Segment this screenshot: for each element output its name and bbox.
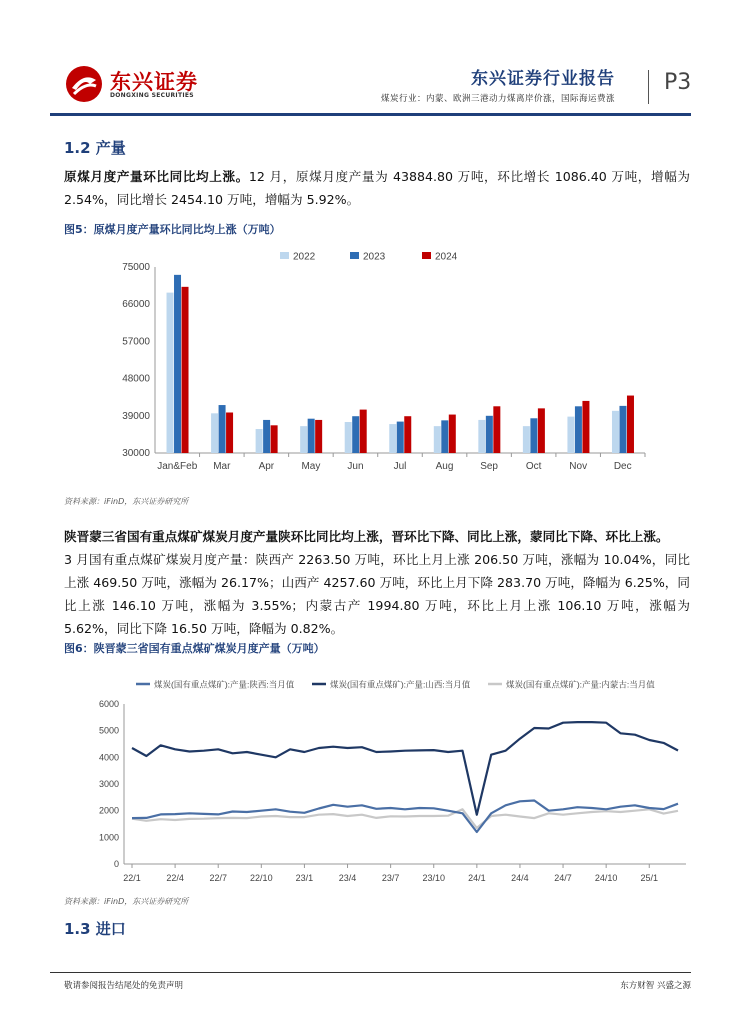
paragraph-lead: 陕晋蒙三省国有重点煤矿煤炭月度产量陕环比同比均上涨，晋环比下降、同比上涨，蒙同比下降、环比上涨。 xyxy=(64,529,669,544)
legend-swatch xyxy=(422,252,431,259)
bar xyxy=(493,406,500,453)
bar xyxy=(575,406,582,453)
legend-label: 煤炭(国有重点煤矿):产量:陕西:当月值 xyxy=(154,679,295,690)
x-tick-label: 23/7 xyxy=(381,873,400,883)
x-tick-label: 23/10 xyxy=(422,873,446,883)
report-subtitle: 煤炭行业：内蒙、欧洲三港动力煤离岸价涨，国际海运费涨 xyxy=(380,94,615,104)
y-tick-label: 48000 xyxy=(122,373,150,385)
y-tick-label: 57000 xyxy=(122,336,150,348)
bar xyxy=(271,425,278,453)
figure-source: 资料来源：iFinD，东兴证券研究所 xyxy=(64,497,189,506)
bar xyxy=(627,396,634,453)
legend-label: 煤炭(国有重点煤矿):产量:山西:当月值 xyxy=(330,679,471,690)
bar xyxy=(523,426,530,453)
y-tick-label: 0 xyxy=(113,859,119,869)
bar xyxy=(308,419,315,453)
x-tick-label: Nov xyxy=(569,461,588,472)
paragraph-lead: 原煤月度产量环比同比均上涨。 xyxy=(64,169,249,184)
x-tick-label: Oct xyxy=(525,461,542,472)
legend-label: 2024 xyxy=(435,251,458,263)
header-divider xyxy=(648,70,649,104)
x-tick-label: Jul xyxy=(393,461,407,472)
footer-slogan: 东方财智 兴盛之源 xyxy=(620,981,691,991)
bar xyxy=(226,412,233,453)
bar xyxy=(219,405,226,453)
bar xyxy=(345,422,352,453)
section-heading: 1.2 产量 xyxy=(64,139,126,157)
page-number: P3 xyxy=(664,70,692,95)
report-title: 东兴证券行业报告 xyxy=(471,69,615,89)
bar xyxy=(182,287,189,453)
x-tick-label: Aug xyxy=(435,461,454,472)
x-tick-label: 25/1 xyxy=(640,873,659,883)
x-tick-label: 22/7 xyxy=(209,873,227,883)
bar xyxy=(174,275,181,453)
x-tick-label: Dec xyxy=(613,461,632,472)
x-tick-label: 24/10 xyxy=(594,873,618,883)
bar xyxy=(211,413,218,453)
bar xyxy=(263,420,270,453)
y-tick-label: 5000 xyxy=(98,725,119,736)
logo-mark-icon xyxy=(64,64,104,104)
figure-caption: 图6：陕晋蒙三省国有重点煤矿煤炭月度产量（万吨） xyxy=(64,642,325,655)
bar xyxy=(167,293,174,453)
x-tick-label: Apr xyxy=(258,461,275,472)
x-tick-label: 24/7 xyxy=(554,873,572,883)
section-heading: 1.3 进口 xyxy=(64,920,126,938)
y-tick-label: 3000 xyxy=(98,779,119,789)
x-tick-label: Mar xyxy=(213,461,231,472)
company-logo xyxy=(64,64,234,104)
paragraph-body: 12 月，原煤月度产量为 43884.80 万吨，环比增长 1086.40 万吨，增幅为 2.54%，同比增长 2454.10 万吨，增幅为 5.92%。 xyxy=(64,169,690,207)
y-tick-label: 2000 xyxy=(98,805,119,816)
x-tick-label: 22/1 xyxy=(123,873,141,883)
bar xyxy=(567,417,574,453)
legend-swatch xyxy=(280,252,289,259)
bar xyxy=(397,422,404,453)
x-tick-label: 22/10 xyxy=(250,873,273,883)
bar xyxy=(478,420,485,453)
header-rule xyxy=(50,113,691,116)
paragraph xyxy=(64,165,690,211)
figure-caption: 图5：原煤月度产量环比同比均上涨（万吨） xyxy=(64,223,281,236)
y-tick-label: 30000 xyxy=(122,448,150,459)
bar xyxy=(619,406,626,453)
bar xyxy=(449,415,456,453)
logo-cn: 东兴证券 xyxy=(110,70,198,94)
legend-label: 2022 xyxy=(293,251,316,263)
x-tick-label: 24/1 xyxy=(468,873,486,883)
legend-label: 煤炭(国有重点煤矿):产量:内蒙古:当月值 xyxy=(506,679,655,690)
bar xyxy=(315,420,322,453)
series-line xyxy=(132,722,678,815)
x-tick-label: 24/4 xyxy=(511,873,529,883)
bar xyxy=(352,416,359,453)
bar xyxy=(441,420,448,453)
bar xyxy=(434,426,441,453)
y-tick-label: 39000 xyxy=(122,410,150,422)
legend-swatch xyxy=(350,252,359,259)
x-tick-label: 22/4 xyxy=(166,873,184,883)
bar xyxy=(582,401,589,453)
footer-disclaimer: 敬请参阅报告结尾处的免责声明 xyxy=(64,981,184,991)
paragraph-body: 3 月国有重点煤矿煤炭月度产量：陕西产 2263.50 万吨，环比上月上涨 206.50 万吨，涨幅为 10.04%，同比上涨 469.50 万吨，涨幅为 26.17%；山西产 4257.60 万吨，环比上月下降 283.70 万吨，降幅为 6.25%，同比上涨 146.10 万吨，涨幅为 3.55%；内蒙古产 1994.80 万吨，环比上月上涨 106.10 万吨，涨幅为 5.62%，同比下降 16.50 万吨，降幅为 0.82%。 xyxy=(64,552,690,636)
bar xyxy=(256,429,263,453)
bar xyxy=(404,416,411,453)
paragraph xyxy=(64,525,690,640)
x-tick-label: Sep xyxy=(480,461,498,472)
x-tick-label: Jun xyxy=(347,461,364,472)
bar xyxy=(389,424,396,453)
legend-label: 2023 xyxy=(363,251,386,263)
y-tick-label: 4000 xyxy=(98,752,119,763)
bar xyxy=(360,410,367,453)
x-tick-label: May xyxy=(301,461,321,472)
bar xyxy=(538,408,545,453)
bar xyxy=(486,416,493,453)
x-tick-label: 23/4 xyxy=(338,873,357,883)
y-tick-label: 66000 xyxy=(122,299,150,311)
bar xyxy=(300,426,307,453)
y-tick-label: 1000 xyxy=(98,832,119,843)
y-tick-label: 75000 xyxy=(122,262,150,273)
y-tick-label: 6000 xyxy=(98,699,119,709)
line-chart xyxy=(64,668,694,888)
logo-en: DONGXING SECURITIES xyxy=(110,92,194,99)
bar xyxy=(530,418,537,453)
bar xyxy=(612,411,619,453)
x-tick-label: Jan&Feb xyxy=(157,461,198,472)
x-tick-label: 23/1 xyxy=(295,873,314,883)
figure-source: 资料来源：iFinD，东兴证券研究所 xyxy=(64,897,189,906)
footer-rule xyxy=(50,972,691,973)
bar-chart xyxy=(110,242,650,474)
series-line xyxy=(132,809,678,828)
